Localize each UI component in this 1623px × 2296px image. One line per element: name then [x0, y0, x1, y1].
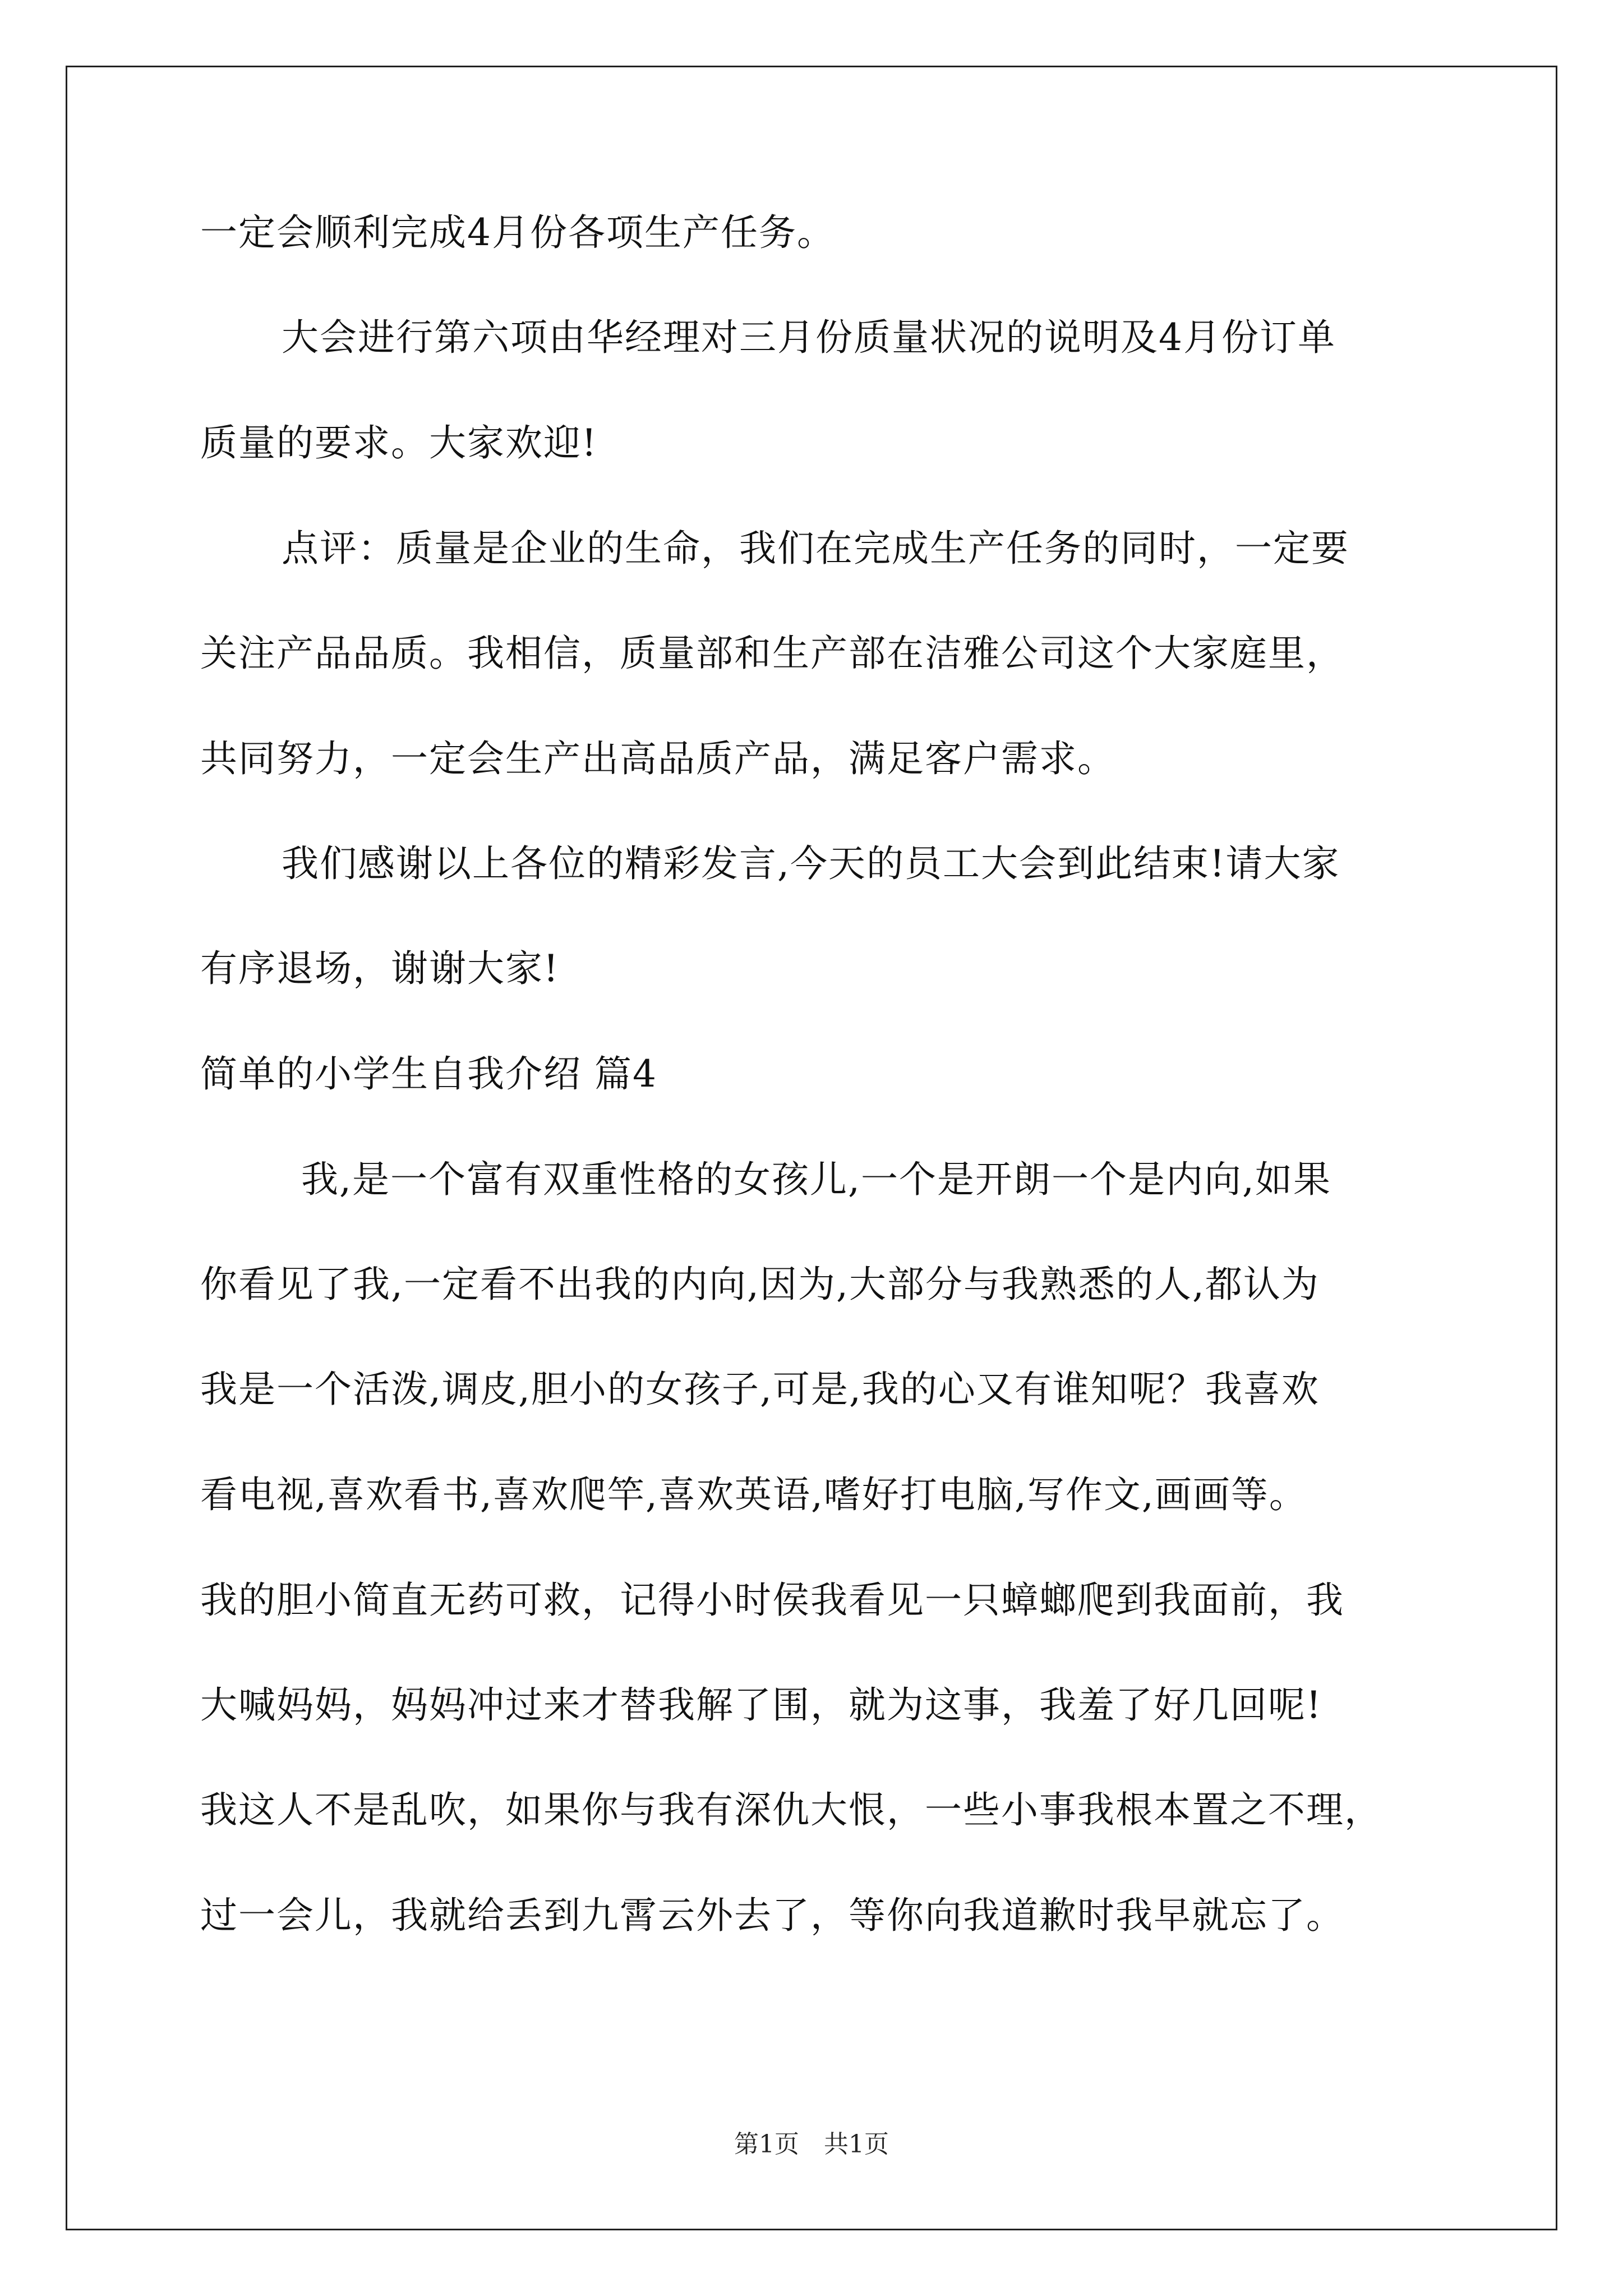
text-line: 有序退场，谢谢大家! [200, 947, 560, 990]
text-line: 我们感谢以上各位的精彩发言,今天的员工大会到此结束!请大家 [282, 842, 1340, 885]
text-line: 我是一个活泼,调皮,胆小的女孩子,可是,我的心又有谁知呢？我喜欢 [200, 1368, 1320, 1411]
text-line: 共同努力，一定会生产出高品质产品，满足客户需求。 [200, 737, 1115, 780]
text-line: 我这人不是乱吹，如果你与我有深仇大恨，一些小事我根本置之不理， [200, 1788, 1382, 1832]
text-line: 关注产品品质。我相信，质量部和生产部在洁雅公司这个大家庭里， [200, 632, 1344, 675]
text-line: 质量的要求。大家欢迎! [200, 421, 598, 464]
text-line: 你看见了我,一定看不出我的内向,因为,大部分与我熟悉的人,都认为 [200, 1263, 1320, 1306]
text-line: 我,是一个富有双重性格的女孩儿,一个是开朗一个是内向,如果 [301, 1158, 1331, 1201]
section-heading: 简单的小学生自我介绍 篇4 [200, 1052, 657, 1096]
text-line: 我的胆小简直无药可救，记得小时侯我看见一只蟑螂爬到我面前，我 [200, 1579, 1344, 1622]
text-line: 过一会儿，我就给丢到九霄云外去了，等你向我道歉时我早就忘了。 [200, 1894, 1344, 1937]
page-number-footer: 第1页 共1页 [734, 2130, 889, 2159]
text-line: 大喊妈妈，妈妈冲过来才替我解了围，就为这事，我羞了好几回呢! [200, 1683, 1322, 1727]
text-line: 看电视,喜欢看书,喜欢爬竿,喜欢英语,嗜好打电脑,写作文,画画等。 [200, 1473, 1307, 1516]
text-line: 大会进行第六项由华经理对三月份质量状况的说明及4月份订单 [282, 316, 1336, 359]
text-line: 点评：质量是企业的生命，我们在完成生产任务的同时，一定要 [282, 527, 1349, 570]
text-line: 一定会顺利完成4月份各项生产任务。 [200, 211, 835, 254]
